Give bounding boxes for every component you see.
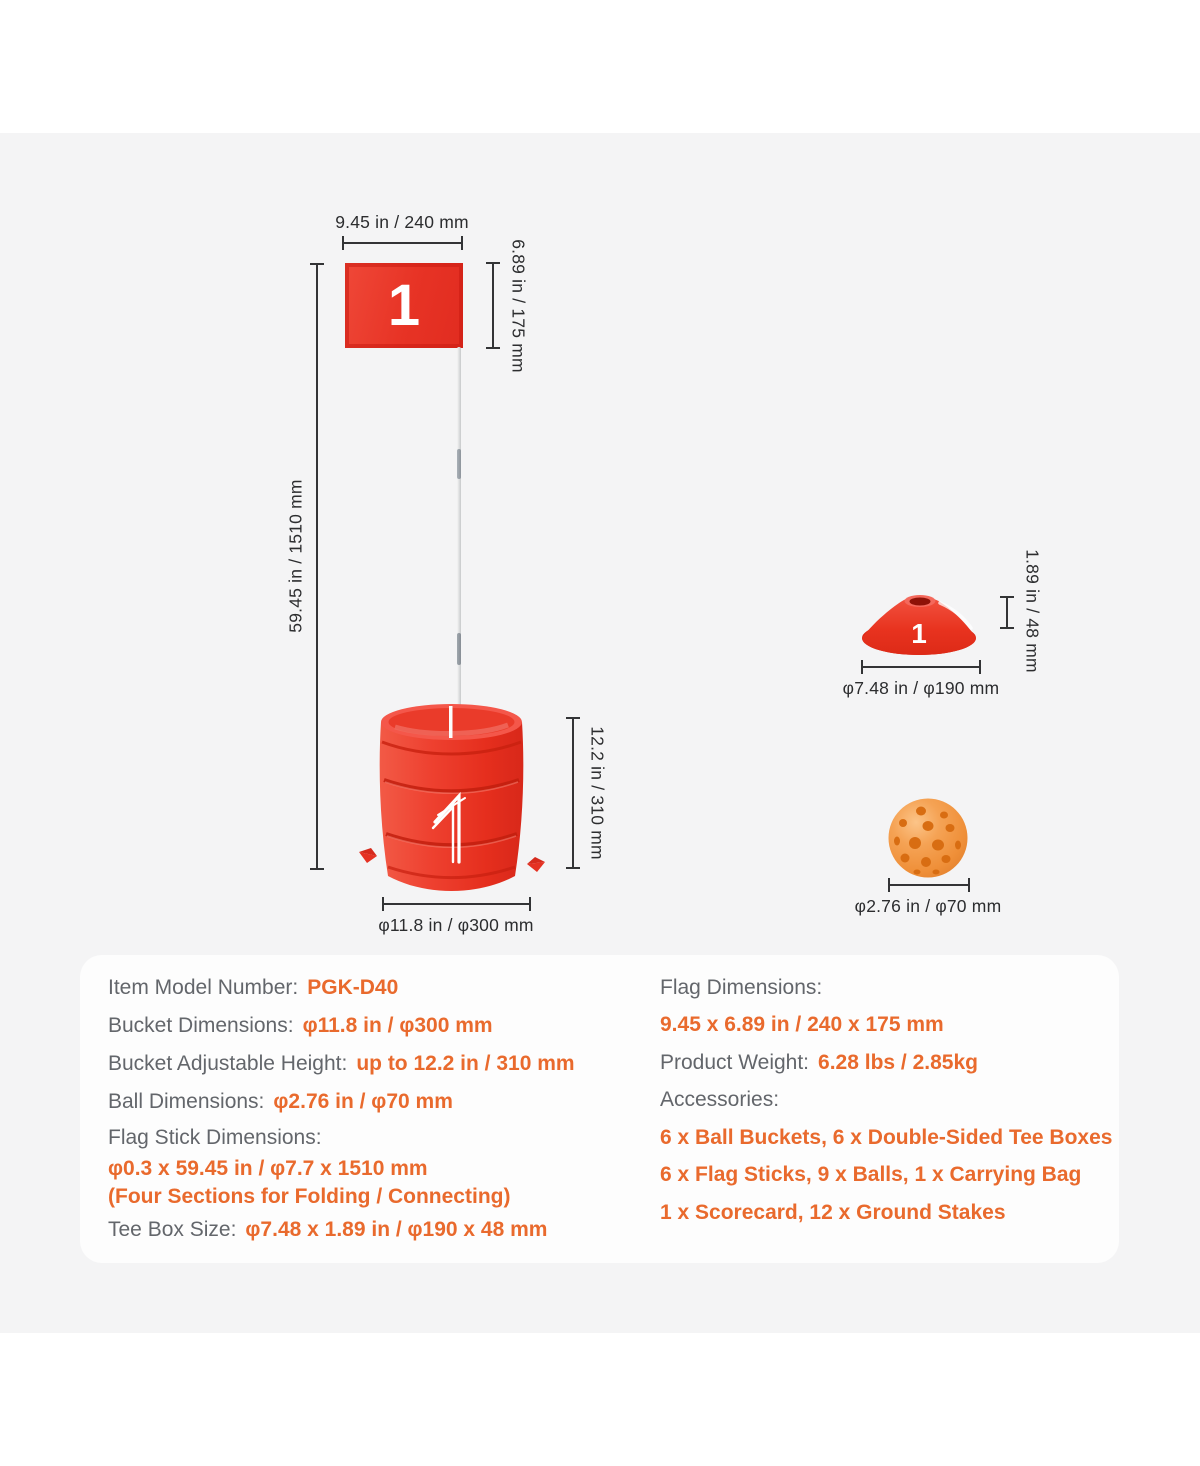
spec-value: φ2.76 in / φ70 mm [273,1090,453,1113]
flag-stick-graphic [457,347,461,739]
tee-height-dimension-label: 1.89 in / 48 mm [1022,549,1043,673]
spec-row-model-number [108,969,575,1007]
flag-stick-connector [457,633,462,665]
flag-graphic [345,263,463,348]
bucket-height-dimension-label: 12.2 in / 310 mm [587,726,608,860]
spec-row-flag-stick-size [108,1155,575,1183]
spec-row-flag-dimensions [660,969,1112,1007]
spec-row-flag-size [660,1007,1112,1045]
spec-row-accessories-1 [660,1119,1112,1157]
bucket-diameter-dimension-line [383,903,530,905]
spec-value: 9.45 x 6.89 in / 240 x 175 mm [660,1013,944,1037]
spec-row-accessories-3 [660,1194,1112,1232]
spec-label: Accessories: [660,1088,780,1112]
flag-width-dimension-label: 9.45 in / 240 mm [335,212,469,232]
spec-panel [80,955,1119,1263]
flag-number: 1 [387,272,421,338]
spec-value: (Four Sections for Folding / Connecting) [108,1185,511,1208]
spec-value: φ7.48 x 1.89 in / φ190 x 48 mm [245,1218,548,1241]
spec-row-tee-box-size [108,1211,575,1249]
spec-label: Bucket Dimensions: [108,1014,294,1037]
tee-height-dimension-line [1006,597,1008,628]
bucket-height-dimension-line [572,718,574,868]
spec-row-bucket-height [108,1045,575,1083]
tee-diameter-dimension-line [862,666,980,668]
spec-row-product-weight [660,1044,1112,1082]
spec-column-left [108,969,575,1249]
spec-value: 6 x Ball Buckets, 6 x Double-Sided Tee Boxes [660,1125,1113,1149]
flag-stick-connector [457,449,462,479]
spec-label: Tee Box Size: [108,1218,237,1241]
spec-label: Product Weight: [660,1050,810,1074]
flag-stick-dimension-label: 59.45 in / 1510 mm [285,479,306,633]
spec-value: 6.28 lbs / 2.85kg [818,1050,978,1074]
spec-value: φ11.8 in / φ300 mm [302,1014,493,1037]
spec-row-ball-dimensions [108,1083,575,1121]
spec-row-accessories [660,1082,1112,1120]
spec-label: Ball Dimensions: [108,1090,265,1113]
spec-label: Flag Dimensions: [660,975,823,999]
tee-box-number: 1 [911,618,927,649]
spec-label: Item Model Number: [108,976,299,999]
ball-diameter-dimension-label: φ2.76 in / φ70 mm [854,896,1002,916]
ball-diameter-dimension-line [889,884,969,886]
spec-row-accessories-2 [660,1157,1112,1195]
flag-stick-dimension-line [316,264,318,869]
flag-height-dimension-line [492,263,494,348]
bucket-diameter-dimension-label: φ11.8 in / φ300 mm [378,915,534,935]
spec-row-flag-stick-dimensions [108,1121,575,1155]
spec-row-flag-stick-note [108,1183,575,1211]
spec-value: up to 12.2 in / 310 mm [356,1052,575,1075]
spec-label: Bucket Adjustable Height: [108,1052,348,1075]
tee-diameter-dimension-label: φ7.48 in / φ190 mm [842,678,1000,698]
spec-row-bucket-dimensions [108,1007,575,1045]
spec-column-right [660,969,1112,1232]
spec-value: 1 x Scorecard, 12 x Ground Stakes [660,1200,1006,1224]
spec-value: PGK-D40 [307,976,399,999]
ball-graphic [888,798,968,878]
spec-value: 6 x Flag Sticks, 9 x Balls, 1 x Carrying Bag [660,1163,1082,1187]
bucket-graphic [375,700,528,900]
tee-box-graphic [860,592,982,658]
flag-width-dimension-line [343,242,462,244]
flag-height-dimension-label: 6.89 in / 175 mm [508,239,529,373]
spec-value: φ0.3 x 59.45 in / φ7.7 x 1510 mm [108,1157,428,1180]
spec-label: Flag Stick Dimensions: [108,1126,322,1149]
